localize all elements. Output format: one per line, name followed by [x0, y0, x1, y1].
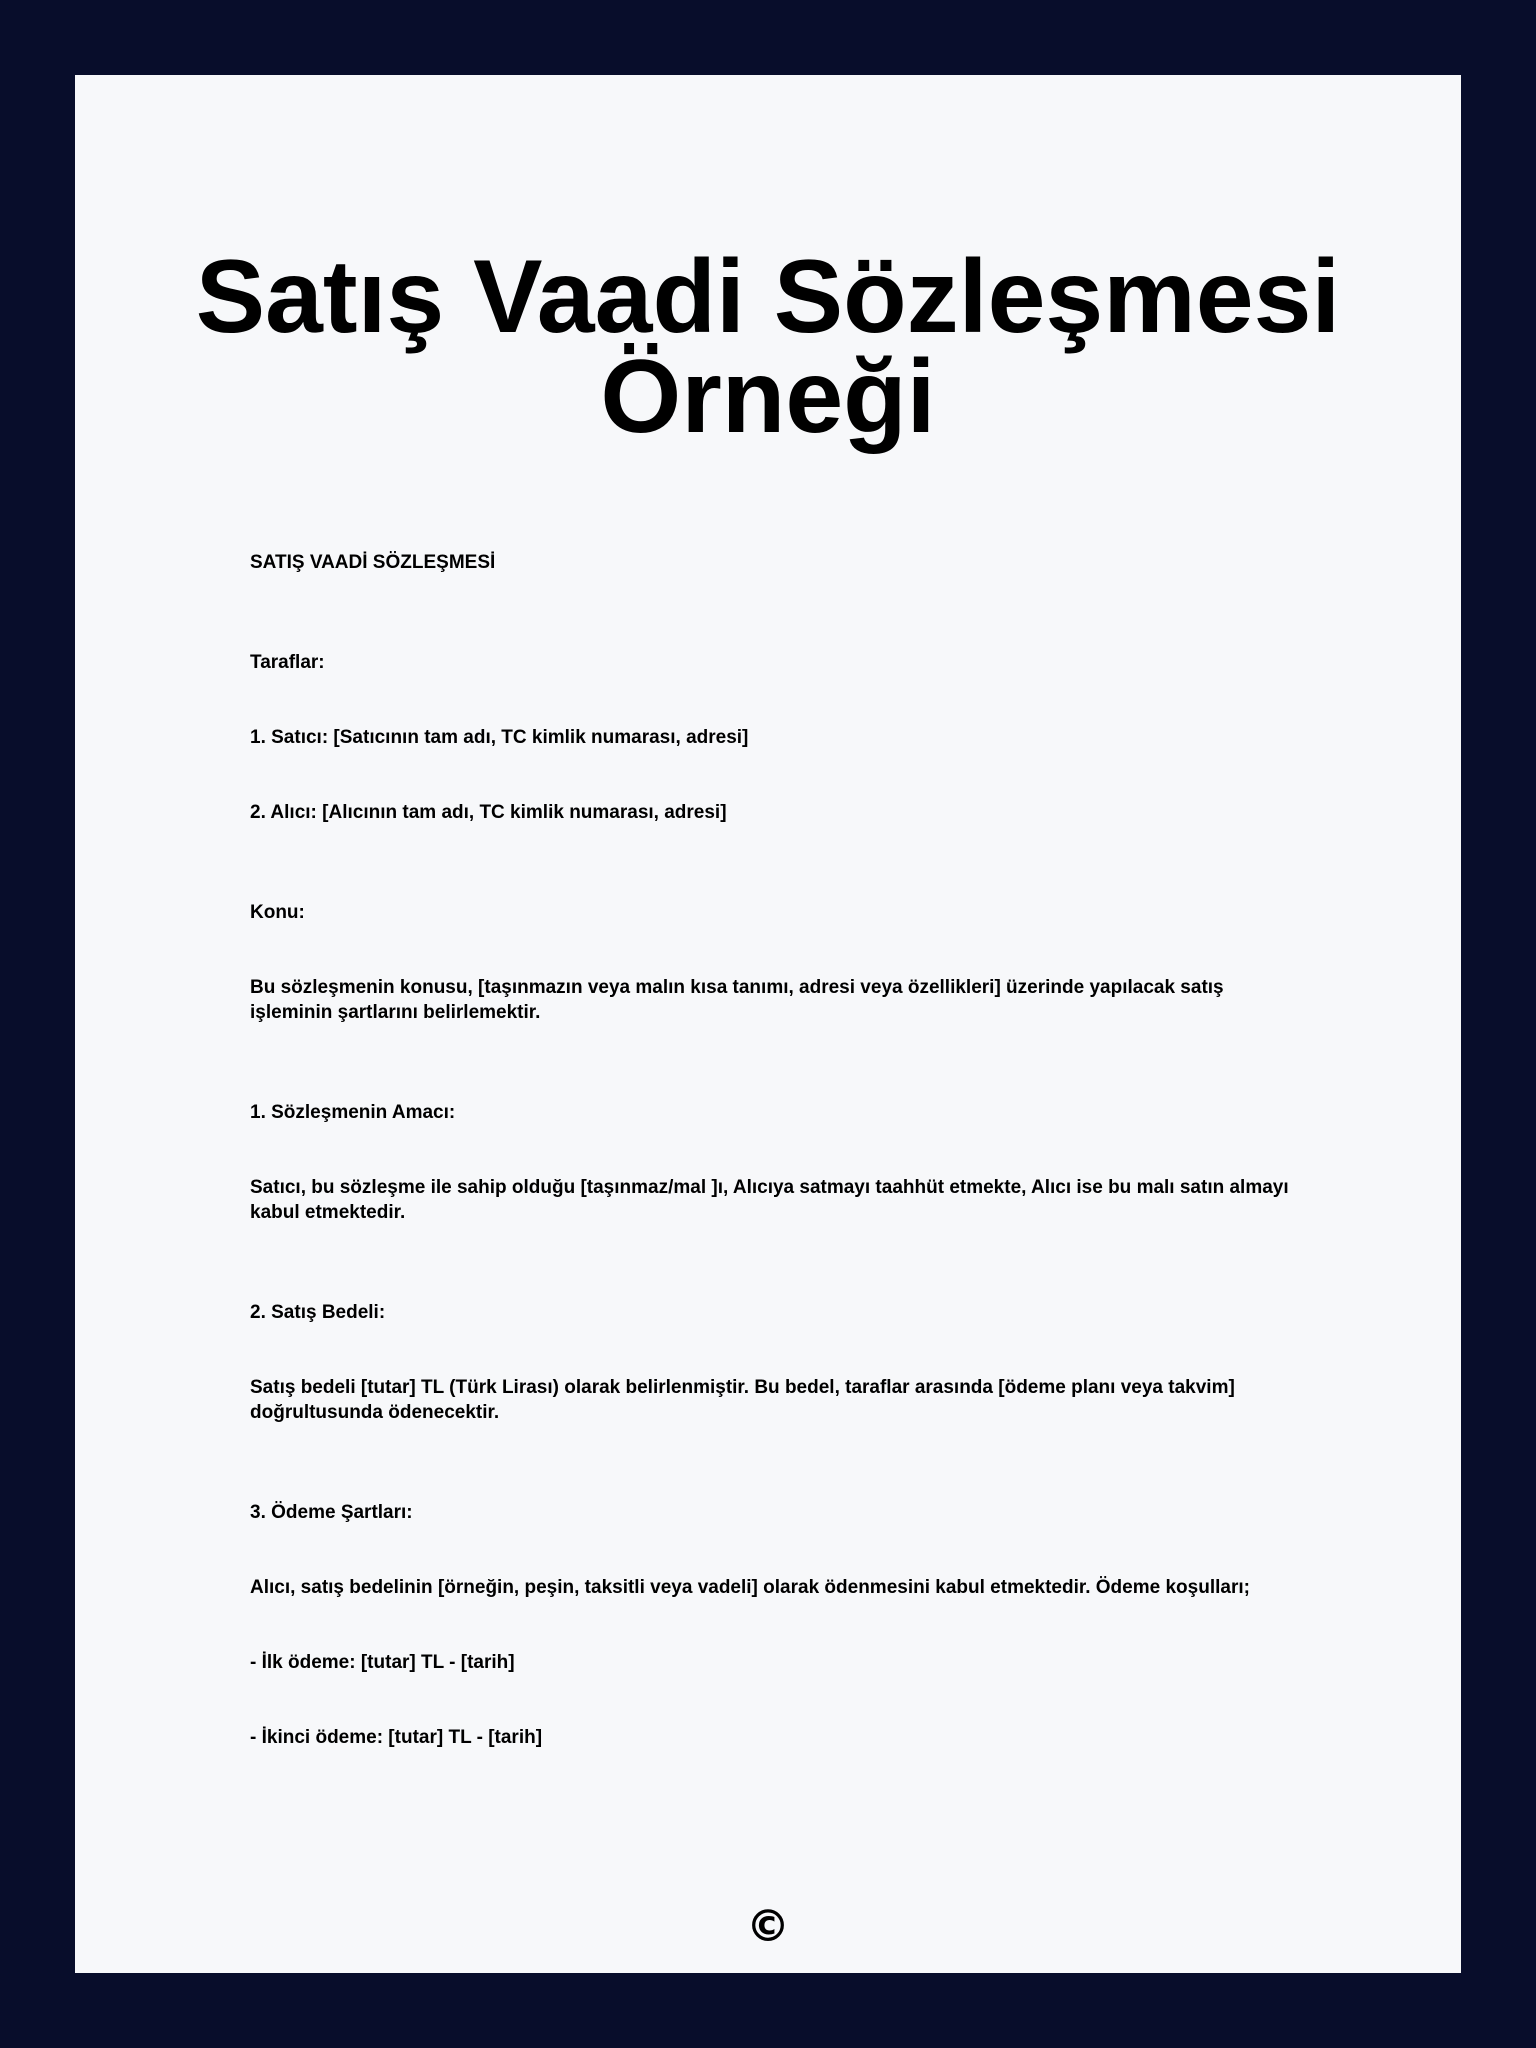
price-text: Satış bedeli [tutar] TL (Türk Lirası) olarak belirlenmiştir. Bu bedel, taraflar arasında [ödeme planı veya takvim] doğrultusunda ödenecektir. — [250, 1377, 1235, 1423]
copyright-icon: © — [746, 1901, 790, 1952]
payment-first-item: - İlk ödeme: [tutar] TL - [tarih] — [250, 1652, 515, 1673]
document-page — [75, 75, 1461, 1973]
purpose-label: 1. Sözleşmenin Amacı: — [250, 1102, 456, 1123]
subject-text: Bu sözleşmenin konusu, [taşınmazın veya malın kısa tanımı, adresi veya özellikleri] üzerinde yapılacak satış işleminin şartlarını belirlemektir. — [250, 977, 1224, 1023]
purpose-text: Satıcı, bu sözleşme ile sahip olduğu [taşınmaz/mal ]ı, Alıcıya satmayı taahhüt etmekte, Alıcı ise bu malı satın almayı kabul etmektedir. — [250, 1177, 1289, 1223]
subject-label: Konu: — [250, 902, 305, 923]
payment-label: 3. Ödeme Şartları: — [250, 1502, 413, 1523]
seller-line: 1. Satıcı: [Satıcının tam adı, TC kimlik numarası, adresi] — [250, 727, 749, 748]
document-title: Satış Vaadi Sözleşmesi Örneği — [195, 239, 1341, 455]
price-label: 2. Satış Bedeli: — [250, 1302, 386, 1323]
payment-second-item: - İkinci ödeme: [tutar] TL - [tarih] — [250, 1727, 543, 1748]
contract-heading: SATIŞ VAADİ SÖZLEŞMESİ — [250, 552, 496, 573]
parties-label: Taraflar: — [250, 652, 325, 673]
document-body — [250, 550, 1310, 1750]
payment-text: Alıcı, satış bedelinin [örneğin, peşin, taksitli veya vadeli] olarak ödenmesini kabul etmektedir. Ödeme koşulları; — [250, 1577, 1250, 1598]
buyer-line: 2. Alıcı: [Alıcının tam adı, TC kimlik numarası, adresi] — [250, 802, 727, 823]
